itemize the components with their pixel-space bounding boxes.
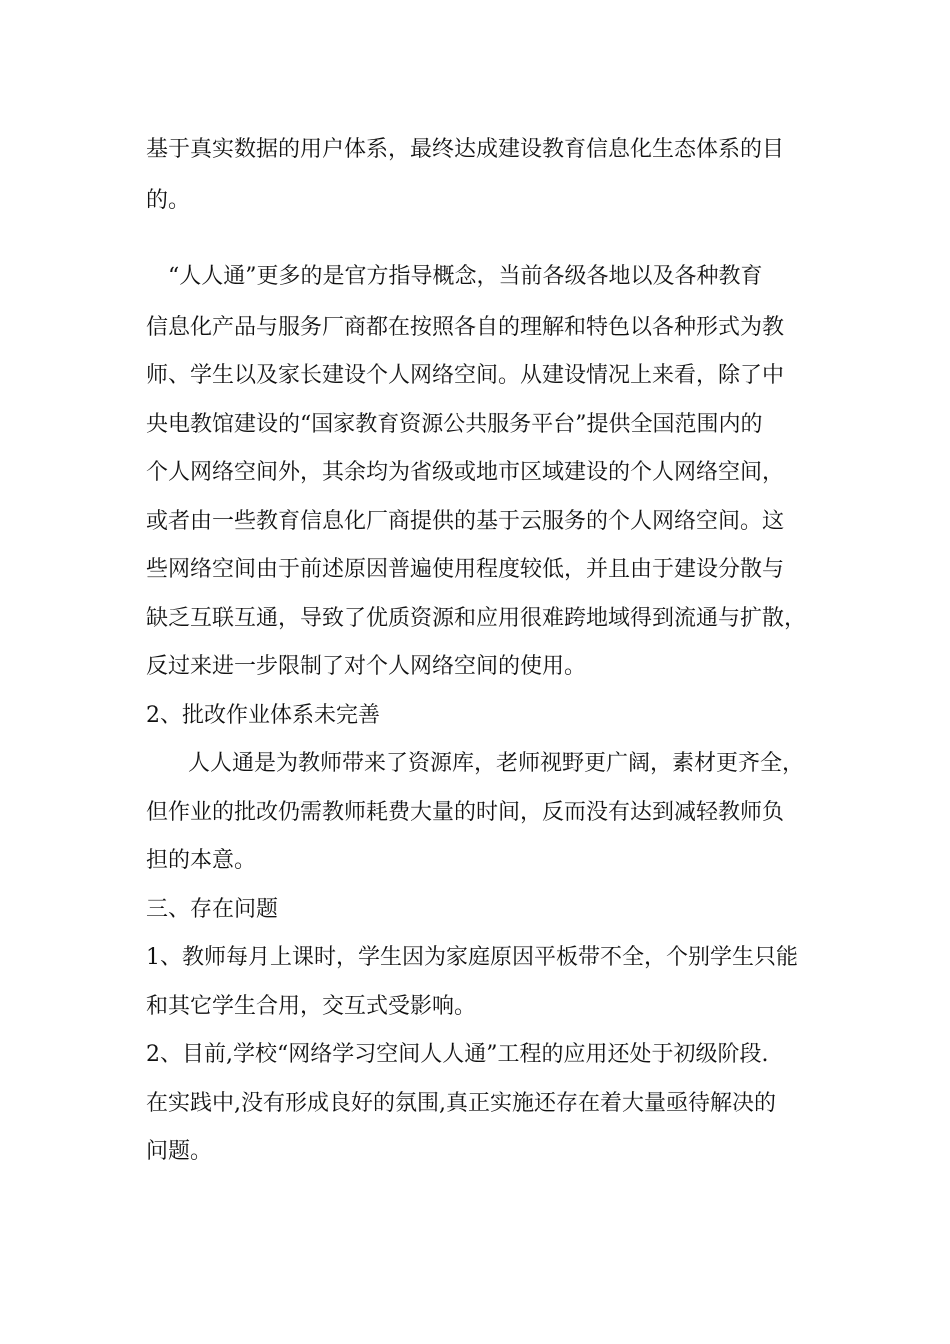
paragraph-line: 反过来进一步限制了对个人网络空间的使用。: [146, 654, 587, 679]
paragraph-line: 基于真实数据的用户体系，最终达成建设教育信息化生态体系的目: [146, 137, 785, 162]
paragraph-line: 和其它学生合用，交互式受影响。: [146, 994, 477, 1019]
paragraph-line: 在实践中,没有形成良好的氛围,真正实施还存在着大量亟待解决的: [146, 1091, 776, 1116]
paragraph-line: 央电教馆建设的“国家教育资源公共服务平台”提供全国范围内的: [146, 412, 763, 437]
paragraph-line: 信息化产品与服务厂商都在按照各自的理解和特色以各种形式为教: [146, 315, 785, 340]
section-heading: 2、批改作业体系未完善: [146, 703, 380, 728]
paragraph-line: 师、学生以及家长建设个人网络空间。从建设情况上来看，除了中: [146, 363, 785, 388]
paragraph-line: 2、目前,学校“网络学习空间人人通”工程的应用还处于初级阶段.: [146, 1042, 769, 1067]
paragraph-line: 问题。: [146, 1139, 213, 1164]
paragraph-line: 个人网络空间外，其余均为省级或地市区域建设的个人网络空间，: [146, 460, 785, 485]
paragraph-line: 人人通是为教师带来了资源库，老师视野更广阔，素材更齐全，: [188, 751, 805, 776]
paragraph-line: 或者由一些教育信息化厂商提供的基于云服务的个人网络空间。这: [146, 509, 785, 534]
paragraph-line: 但作业的批改仍需教师耗费大量的时间，反而没有达到减轻教师负: [146, 800, 785, 825]
paragraph-line: 担的本意。: [146, 848, 257, 873]
paragraph-line: “人人通”更多的是官方指导概念，当前各级各地以及各种教育: [168, 264, 763, 289]
paragraph-line: 缺乏互联互通，导致了优质资源和应用很难跨地域得到流通与扩散，: [146, 606, 807, 631]
paragraph-line: 的。: [146, 188, 191, 213]
paragraph-line: 些网络空间由于前述原因普遍使用程度较低，并且由于建设分散与: [146, 557, 785, 582]
section-heading: 三、存在问题: [146, 897, 279, 922]
paragraph-line: 1、教师每月上课时，学生因为家庭原因平板带不全，个别学生只能: [146, 945, 798, 970]
